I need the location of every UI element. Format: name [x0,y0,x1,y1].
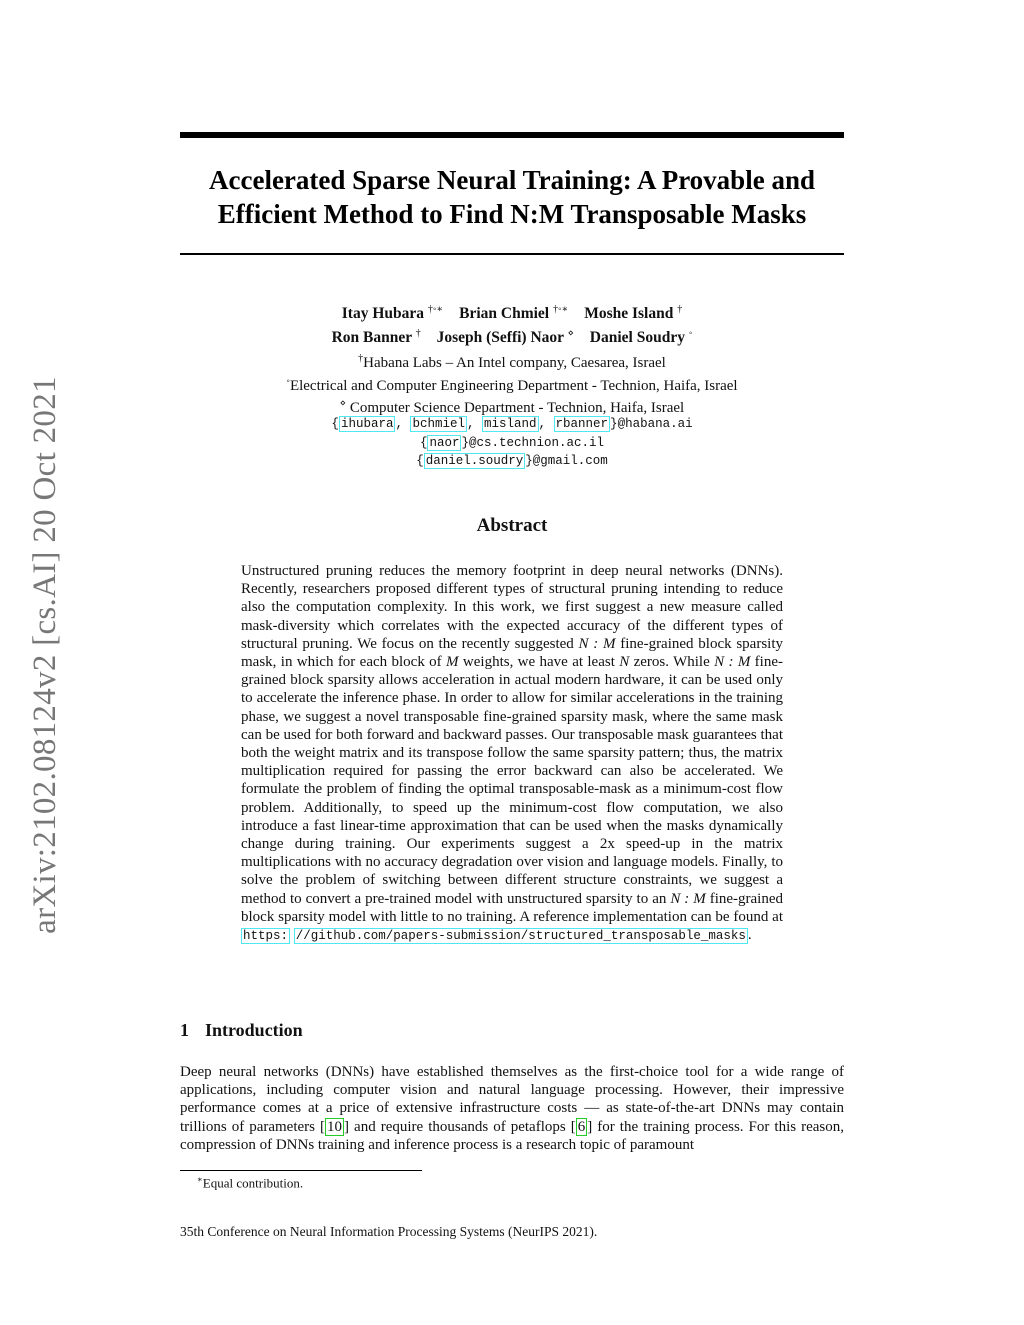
section-heading [180,1020,844,1041]
math-n: N [619,654,630,671]
email-list [180,415,844,471]
email-gmail: { daniel.soudry }@gmail.com [416,454,608,468]
author-row-2 [180,324,844,348]
repo-link[interactable]: //github.com/papers-submission/structured_transposable_masks [295,929,746,944]
email-link[interactable]: naor [429,435,460,450]
affiliation: ⋄ Computer Science Department - Technion, Haifa, Israel [339,398,685,416]
math-n-m: N : M [578,635,616,652]
title-bottom-rule [180,253,844,255]
citation-link[interactable]: 10 [327,1118,343,1135]
arxiv-identifier: arXiv:2102.08124v2 [cs.AI] 20 Oct 2021 [27,376,63,934]
affiliation: †Habana Labs – An Intel company, Caesarea, Israel [358,353,666,371]
affiliations [180,350,844,418]
email-link[interactable]: ihubara [340,417,394,431]
email-link[interactable]: misland [484,417,537,431]
title-line-2: Efficient Method to Find N:M Transposable Masks [217,199,807,229]
citation-link[interactable]: 6 [577,1118,586,1135]
email-link[interactable]: bchmiel [412,417,465,431]
abstract-body: Unstructured pruning reduces the memory footprint in deep neural networks (DNNs). Recently, researchers proposed different types of structural pruning intending to reduce also the computation complexity. In this work, we first suggest a new measure called mask-diversity which correlates with the expected accuracy of the different types of structural pruning. We focus on the recently suggested N : M fine-grained block sparsity mask, in which for each block of M weights, we have at least N zeros. While N : M fine-grained block sparsity allows acceleration in actual modern hardware, it can be used only to accelerate the inference phase. In order to allow for similar accelerations in the training phase, we suggest a novel transposable fine-grained sparsity mask, where the same mask can be used for both forward and backward passes. Our transposable mask guarantees that both the weight matrix and its transpose follow the same sparsity pattern; thus, the matrix multiplication required for passing the error backward can also be accelerated. We formulate the problem of finding the optimal transposable-mask as a minimum-cost flow problem. Additionally, to speed up the minimum-cost flow computation, we also introduce a fast linear-time approximation that can be used when the masks dynamically change during training. Our experiments suggest a 2x speed-up in the matrix multiplications with no accuracy degradation over vision and language models. Finally, to solve the problem of switching between different structure constraints, we suggest a method to convert a pre-trained model with unstructured sparsity to an N : M fine-grained block sparsity model with little to no training. A reference implementation can be found at https: //github.com/papers-submission/structured_transposable_masks . [241,563,784,944]
email-technion: { naor }@cs.technion.ac.il [419,435,605,450]
repo-link[interactable]: https: [243,929,289,944]
venue-footer: 35th Conference on Neural Information Processing Systems (NeurIPS 2021). [180,1224,598,1239]
footnote: ∗Equal contribution. [197,1174,304,1191]
email-habana: { ihubara , bchmiel , misland , rbanner }@habana.ai [331,417,693,431]
author: Ron Banner † [331,328,421,347]
author: Joseph (Seffi) Naor ⋄ [436,328,574,347]
author: Moshe Island † [584,304,683,323]
math-n-m: N : M [670,890,706,907]
author: Itay Hubara †◦∗ [341,304,444,323]
affiliation: ◦Electrical and Computer Engineering Department - Technion, Haifa, Israel [286,375,738,394]
title-line-1: Accelerated Sparse Neural Training: A Provable and [209,165,815,195]
email-link[interactable]: rbanner [555,417,609,431]
footnote-rule [180,1170,422,1171]
math-m: M [446,654,459,671]
author: Brian Chmiel †◦∗ [459,304,569,323]
abstract-heading: Abstract [476,515,548,536]
math-n-m: N : M [714,654,751,671]
section-number: 1 [180,1020,189,1040]
paper-title [180,163,844,231]
author: Daniel Soudry ◦ [589,328,693,347]
author-row-1 [180,300,844,324]
title-top-rule [180,132,844,138]
introduction-paragraph: Deep neural networks (DNNs) have established themselves as the first-choice tool for a wide range of applications, including computer vision and natural language processing. However, their impressive performance comes at a price of extensive infrastructure costs — as state-of-the-art DNNs may contain trillions of parameters [ 10 ] and require thousands of petaflops [ 6 ] for the training process. For this reason, compression of DNNs training and inference process is a research topic of paramount [180,1064,844,1153]
section-title: Introduction [205,1020,303,1040]
email-link[interactable]: daniel.soudry [425,454,524,468]
author-list [180,300,844,348]
